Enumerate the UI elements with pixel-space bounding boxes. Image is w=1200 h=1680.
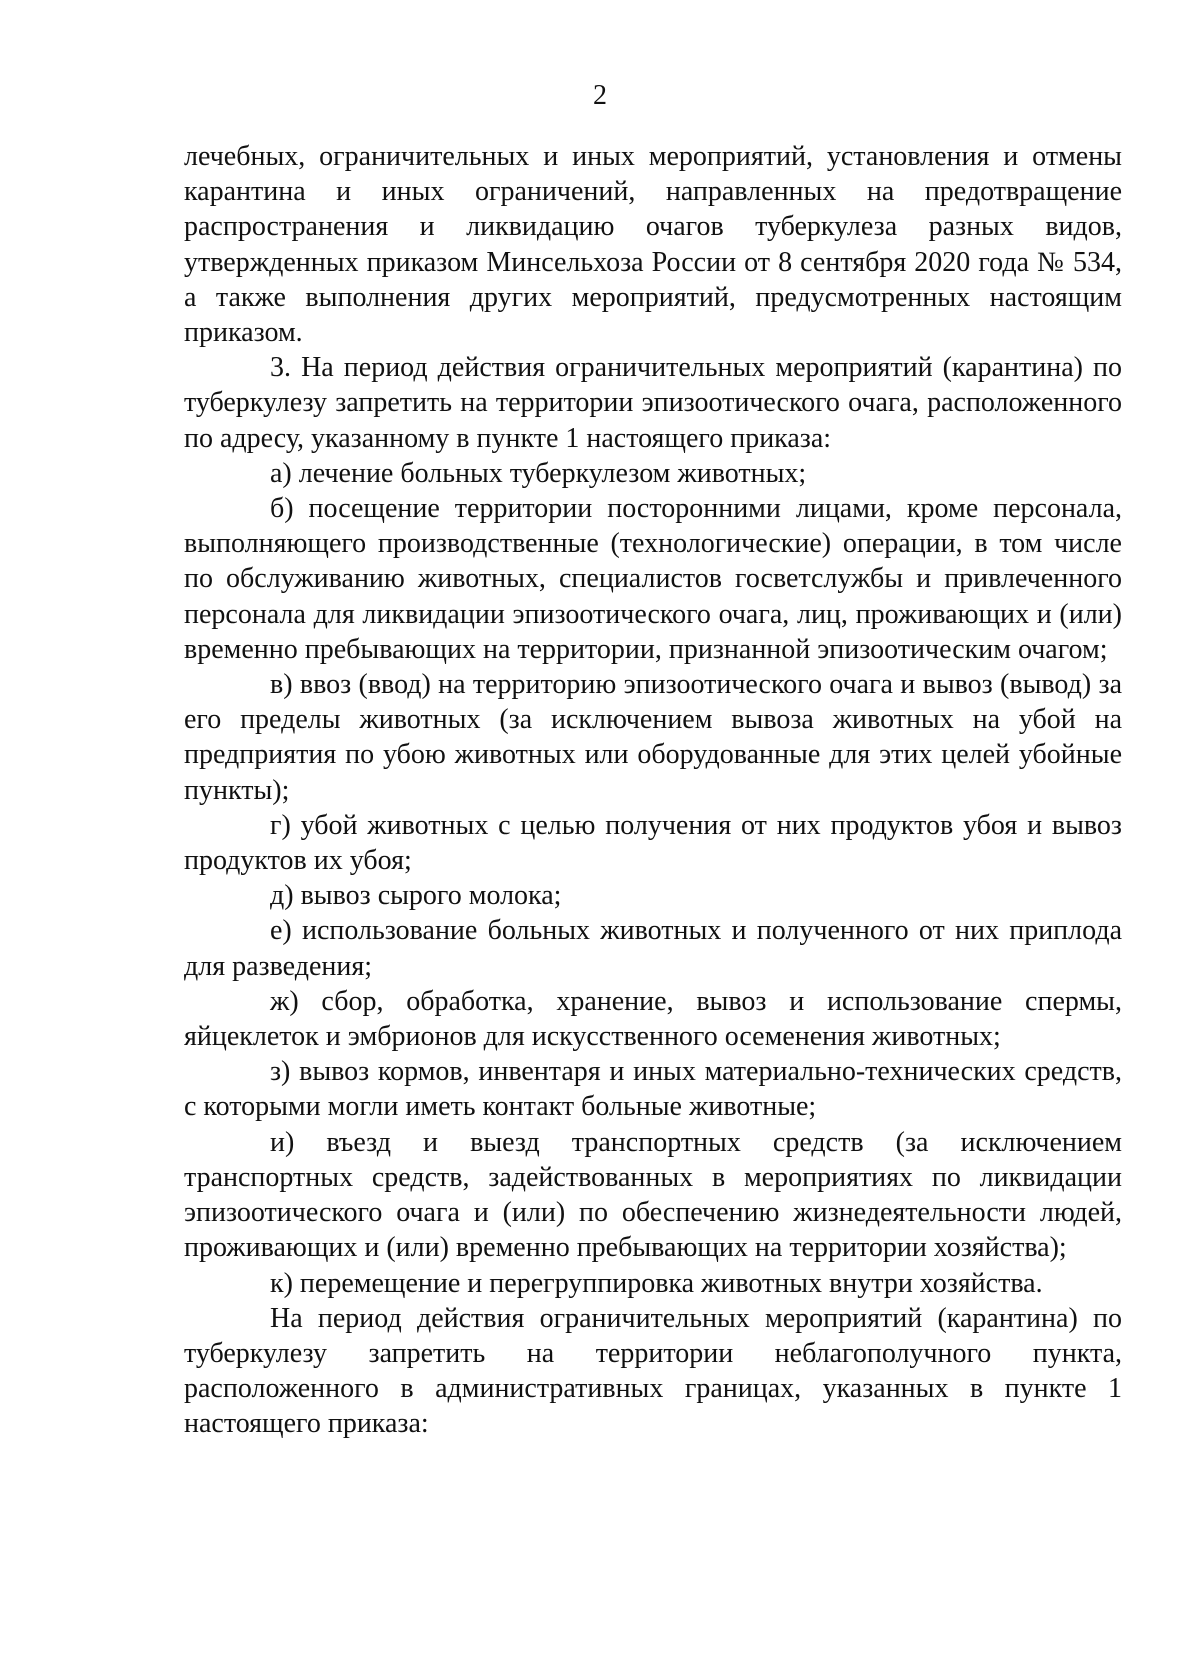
paragraph: и) въезд и выезд транспортных средств (за исключением транспортных средств, задействованных в мероприятиях по ликвидации эпизоотического очага и (или) по обеспечению жизнедеятельности людей, проживающих и (или) временно пребывающих на территории хозяйства); xyxy=(184,1126,1122,1264)
paragraph: в) ввоз (ввод) на территорию эпизоотического очага и вывоз (вывод) за его пределы животных (за исключением вывоза животных на убой на предприятия по убою животных или оборудованные для этих целей убойные пункты); xyxy=(184,669,1122,806)
paragraph: д) вывоз сырого молока; xyxy=(270,880,562,912)
paragraph: б) посещение территории посторонними лицами, кроме персонала, выполняющего производственные (технологические) операции, в том числе по обслуживанию животных, специалистов госветслужбы и привлеченного персонала для ликвидации эпизоотического очага, лиц, проживающих и (или) временно пребывающих на территории, признанной эпизоотическим очагом; xyxy=(184,493,1122,665)
document-body xyxy=(184,139,1122,1442)
paragraph: г) убой животных с целью получения от них продуктов убоя и вывоз продуктов их убоя; xyxy=(184,809,1122,877)
paragraph: з) вывоз кормов, инвентаря и иных материально-технических средств, с которыми могли иметь контакт больные животные; xyxy=(184,1056,1122,1123)
paragraph: На период действия ограничительных мероприятий (карантина) по туберкулезу запретить на территории неблагополучного пункта, расположенного в административных границах, указанных в пункте 1 настоящего приказа: xyxy=(184,1302,1122,1440)
paragraph: ж) сбор, обработка, хранение, вывоз и использование спермы, яйцеклеток и эмбрионов для искусственного осеменения животных; xyxy=(184,985,1122,1053)
paragraph: 3. На период действия ограничительных мероприятий (карантина) по туберкулезу запретить на территории эпизоотического очага, расположенного по адресу, указанному в пункте 1 настоящего приказа: xyxy=(184,352,1122,454)
paragraph: к) перемещение и перегруппировка животных внутри хозяйства. xyxy=(270,1267,1043,1299)
page-number: 2 xyxy=(593,80,607,111)
paragraph: е) использование больных животных и полученного от них приплода для разведения; xyxy=(184,915,1122,982)
paragraph: лечебных, ограничительных и иных мероприятий, установления и отмены карантина и иных ограничений, направленных на предотвращение распространения и ликвидацию очагов туберкулеза разных видов, утвержденных приказом Минсельхоза России от 8 сентября 2020 года № 534, а также выполнения других мероприятий, предусмотренных настоящим приказом. xyxy=(184,141,1122,349)
paragraph: а) лечение больных туберкулезом животных; xyxy=(270,457,807,489)
